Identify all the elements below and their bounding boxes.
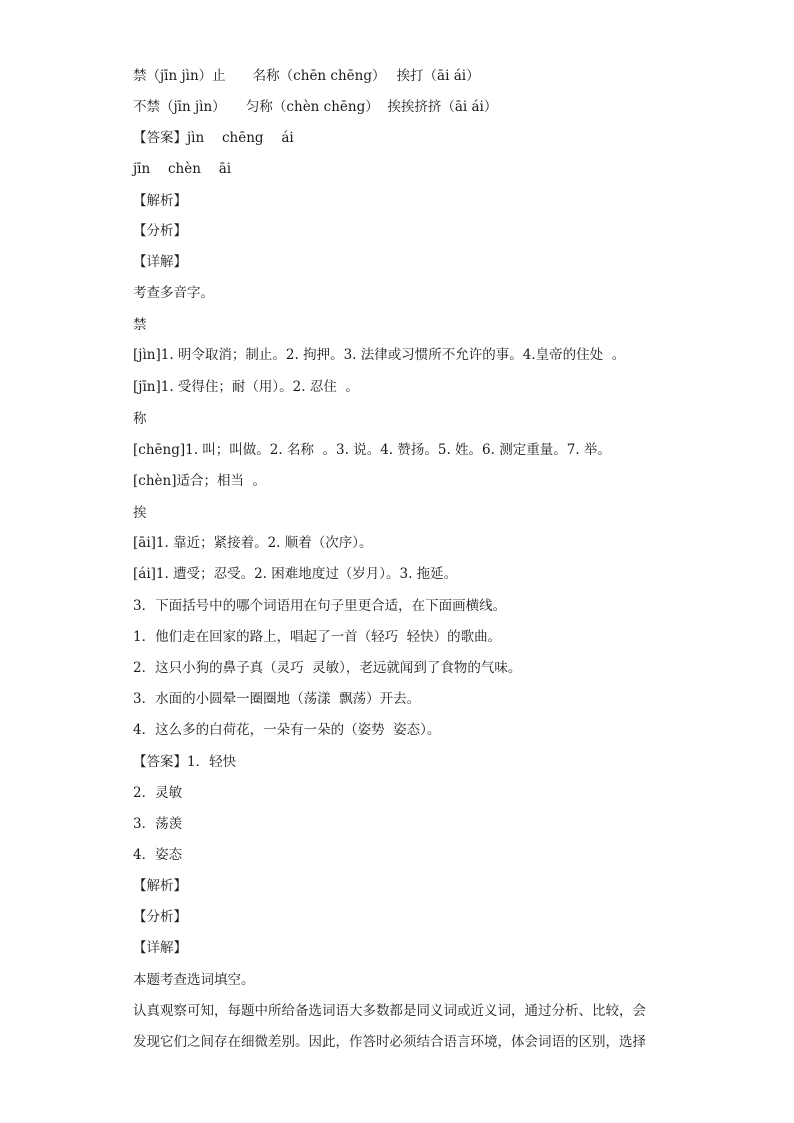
- answer-3-item-2: 2．灵敏: [133, 785, 183, 801]
- definition-chen-4: [chèn]适合；相当 。: [133, 473, 267, 489]
- section-fenxi-2: 【分析】: [133, 909, 187, 925]
- section-jiexi-2: 【解析】: [133, 878, 187, 894]
- answer-line-1: 【答案】jìn chēng ái: [133, 130, 294, 146]
- paragraph-line-2: 发现它们之间存在细微差别。因此，作答时必须结合语言环境，体会词语的区别，选择: [133, 1034, 646, 1050]
- char-heading-jin: 禁: [133, 317, 147, 333]
- section-xiangjie-2: 【详解】: [133, 940, 187, 956]
- char-heading-ai: 挨: [133, 505, 147, 521]
- definition-jin-4: [jìn]1. 明令取消；制止。2. 拘押。3. 法律或习惯所不允许的事。4.皇帝的住处 。: [133, 347, 626, 363]
- definition-ai-1: [āi]1. 靠近；紧接着。2. 顺着（次序）。: [133, 535, 373, 551]
- section-xiangjie: 【详解】: [133, 254, 187, 270]
- question-3-item-1: 1．他们走在回家的路上，唱起了一首（轻巧 轻快）的歌曲。: [133, 629, 502, 645]
- question-3-item-3: 3．水面的小圆晕一圈圈地（荡漾 飘荡）开去。: [133, 691, 421, 707]
- answer-3-item-1: 【答案】1．轻快: [133, 754, 237, 770]
- definition-ai-2: [ái]1. 遭受；忍受。2. 困难地度过（岁月）。3. 拖延。: [133, 566, 458, 582]
- answer-3-item-3: 3．荡羡: [133, 816, 183, 832]
- definition-cheng-1: [chēng]1. 叫；叫做。2. 名称 。3. 说。4. 赞扬。5. 姓。6. 测定重量。7. 举。: [133, 442, 611, 458]
- answer-line-2: jīn chèn āi: [133, 161, 232, 177]
- paragraph-line-1: 认真观察可知，每题中所给备选词语大多数都是同义词或近义词，通过分析、比较，会: [133, 1003, 646, 1019]
- question-3-item-2: 2．这只小狗的鼻子真（灵巧 灵敏），老远就闻到了食物的气味。: [133, 660, 522, 676]
- section-fenxi: 【分析】: [133, 223, 187, 239]
- explanation-text: 考查多音字。: [133, 285, 214, 301]
- explanation-text-2: 本题考查选词填空。: [133, 972, 255, 988]
- question-3-prompt: 3．下面括号中的哪个词语用在句子里更合适，在下面画横线。: [133, 598, 507, 614]
- definition-jin-1: [jīn]1. 受得住；耐（用）。2. 忍住 。: [133, 379, 359, 395]
- answer-3-item-4: 4．姿态: [133, 847, 183, 863]
- char-heading-cheng: 称: [133, 411, 147, 427]
- text-line-polyphone-options-1: 禁（jīn jìn）止 名称（chēn chēng） 挨打（āi ái）: [133, 68, 480, 84]
- section-jiexi: 【解析】: [133, 193, 187, 209]
- text-line-polyphone-options-2: 不禁（jīn jìn） 匀称（chèn chēng） 挨挨挤挤（āi ái）: [133, 99, 498, 115]
- question-3-item-4: 4．这么多的白荷花，一朵有一朵的（姿势 姿态）。: [133, 722, 441, 738]
